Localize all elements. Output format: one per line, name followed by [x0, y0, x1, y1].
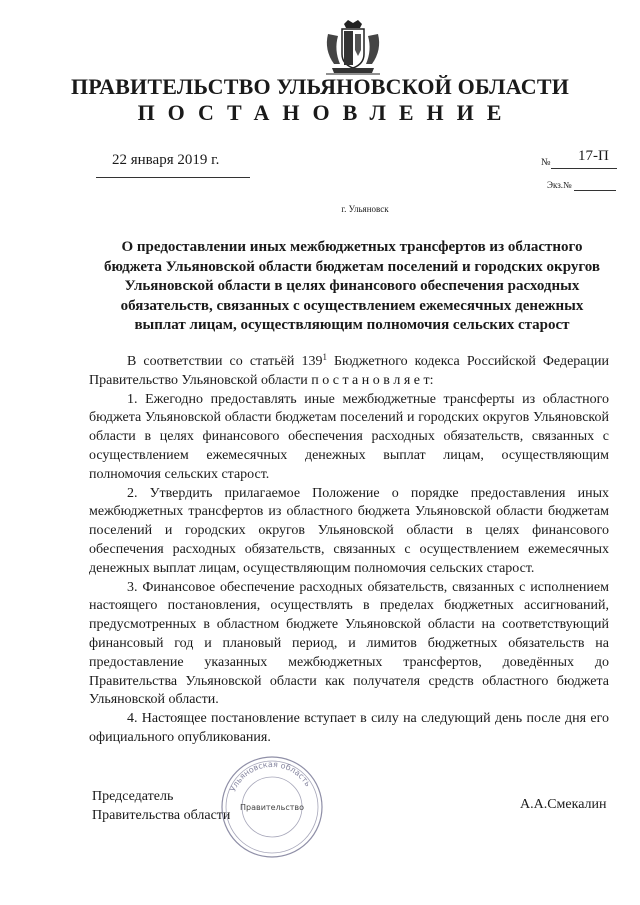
signer-position-line: Правительства области: [92, 808, 231, 823]
signer-position: [92, 787, 230, 825]
document-type-heading: ПОСТАНОВЛЕНИЕ: [137, 100, 515, 125]
coat-of-arms-icon: [322, 20, 384, 76]
official-stamp: [218, 753, 326, 861]
paragraph-4: 4. Настоящее постановление вступает в силу на следующий день после дня его официального опубликования.: [89, 711, 609, 745]
document-title: [88, 238, 616, 336]
document-body: [89, 348, 609, 748]
signer-name: А.А.Смекалин: [520, 797, 607, 812]
paragraph-1: 1. Ежегодно предоставлять иные межбюджетные трансферты из областного бюджета Ульяновской области бюджетам поселений и городских округов Ульяновской области в целях финансового обеспечения расходных обязательств, связанных с осуществлением ежемесячных денежных выплат лицам, осуществляющим полномочия сельских старост.: [89, 391, 609, 482]
paragraph-2: 2. Утвердить прилагаемое Положение о порядке предоставления иных межбюджетных трансфертов из областного бюджета Ульяновской области бюджетам поселений и городских округов Ульяновской области в целях финансового обеспечения расходных обязательств, связанных с осуществлением ежемесячных денежных выплат лицам, осуществляющим полномочия сельских старост.: [89, 485, 609, 576]
intro-text-cont: Бюджетного кодекса Российской Федерации Правительство Ульяновской области п о с т а н о в л я е т:: [89, 354, 609, 388]
intro-paragraph: [89, 348, 609, 391]
government-title: ПРАВИТЕЛЬСТВО УЛЬЯНОВСКОЙ ОБЛАСТИ: [70, 74, 570, 99]
title-line: бюджета Ульяновской области бюджетам поселений и городских округов: [103, 258, 601, 275]
number-underline: [551, 168, 617, 169]
date-underline: [96, 177, 250, 178]
copy-number-label: Экз.№: [547, 180, 572, 190]
title-line: обязательств, связанных с осуществлением ежемесячных денежных: [120, 297, 584, 314]
article-superscript: 1: [322, 352, 327, 362]
title-line: О предоставлении иных межбюджетных трансфертов из областного: [121, 239, 583, 255]
title-line: Ульяновской области в целях финансового обеспечения расходных: [124, 278, 580, 294]
number-label: №: [541, 157, 551, 168]
title-line: выплат лицам, осуществляющим полномочия сельских старост: [134, 317, 570, 333]
paragraph-3: 3. Финансовое обеспечение расходных обязательств, связанных с исполнением настоящего постановления, осуществлять в пределах бюджетных ассигнований, предусмотренных в областном бюджете Ульяновской области на соответствующий финансовый год и плановый период, и лимитов бюджетных обязательств на предоставление указанных межбюджетных трансфертов, доведённых до Правительства Ульяновской области как получателя средств областного бюджета Ульяновской области.: [89, 579, 609, 708]
signer-position-line: Председатель: [92, 789, 174, 804]
document-date: 22 января 2019 г.: [112, 152, 220, 168]
copy-number-underline: [574, 190, 616, 191]
stamp-ring-text: Ульяновская область: [228, 759, 313, 794]
intro-text: В соответствии со статьёй 139: [127, 354, 323, 369]
document-number: 17-П: [578, 148, 609, 164]
stamp-center-text: Правительство: [240, 803, 304, 812]
city-name: г. Ульяновск: [341, 204, 389, 214]
